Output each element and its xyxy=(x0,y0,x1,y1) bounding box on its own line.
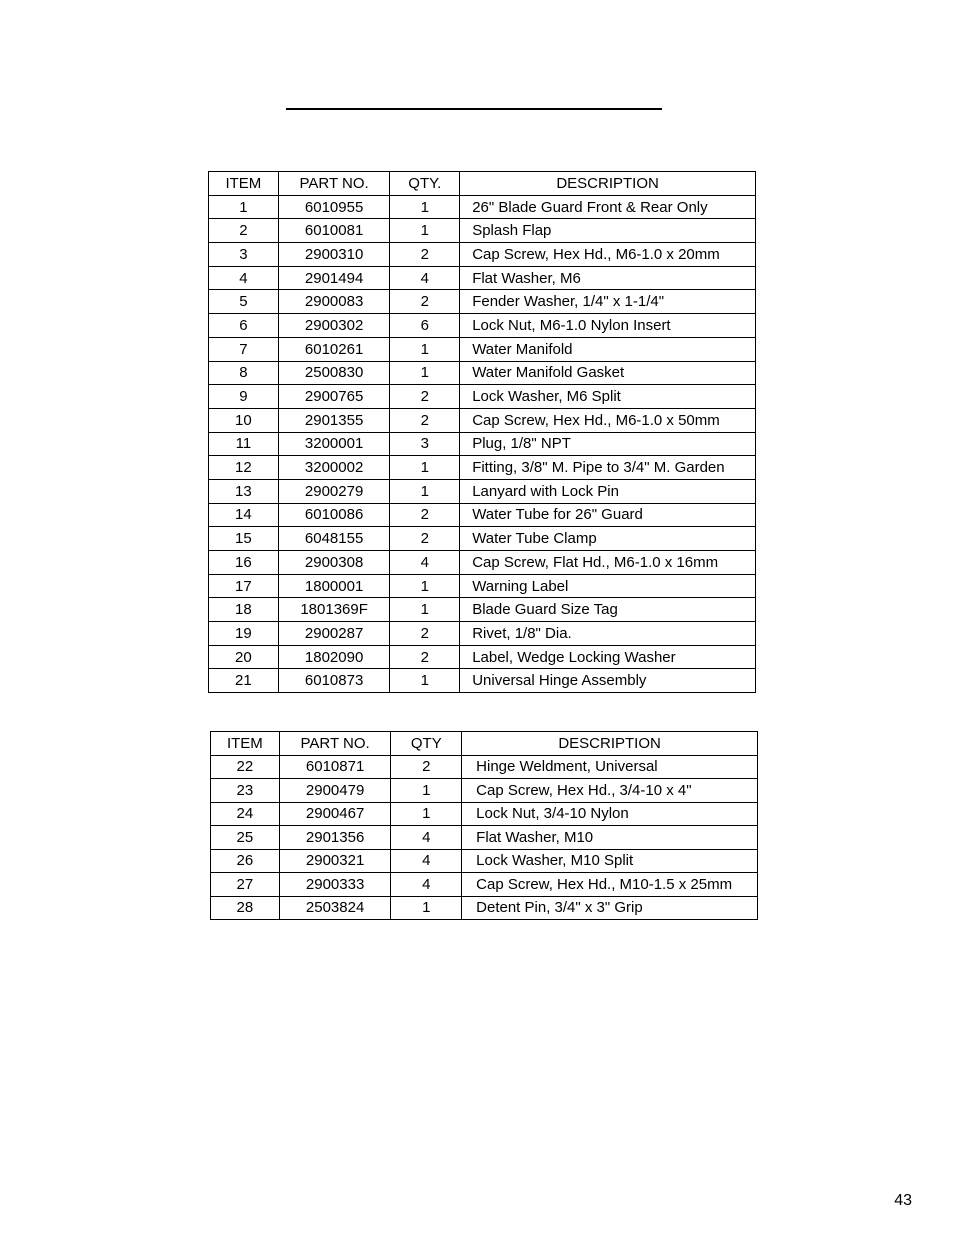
cell-part-no: 2901356 xyxy=(279,826,391,850)
cell-qty: 4 xyxy=(391,873,462,897)
cell-qty: 2 xyxy=(391,755,462,779)
table-row xyxy=(209,337,756,361)
cell-part-no: 2500830 xyxy=(278,361,390,385)
cell-item: 7 xyxy=(209,337,279,361)
header-description: DESCRIPTION xyxy=(460,172,756,196)
cell-item: 17 xyxy=(209,574,279,598)
cell-qty: 1 xyxy=(390,598,460,622)
table-row xyxy=(209,574,756,598)
table-row xyxy=(209,622,756,646)
cell-description: Cap Screw, Hex Hd., 3/4-10 x 4" xyxy=(462,779,758,803)
table-row xyxy=(209,456,756,480)
table-body xyxy=(209,195,756,692)
cell-description: Universal Hinge Assembly xyxy=(460,669,756,693)
cell-description: Plug, 1/8" NPT xyxy=(460,432,756,456)
cell-part-no: 2900467 xyxy=(279,802,391,826)
title-underline xyxy=(286,108,662,110)
cell-item: 27 xyxy=(211,873,280,897)
cell-qty: 1 xyxy=(391,802,462,826)
table-body xyxy=(211,755,758,920)
cell-qty: 2 xyxy=(390,503,460,527)
table-row xyxy=(209,645,756,669)
cell-qty: 2 xyxy=(390,408,460,432)
cell-item: 18 xyxy=(209,598,279,622)
cell-part-no: 2503824 xyxy=(279,896,391,920)
cell-description: 26" Blade Guard Front & Rear Only xyxy=(460,195,756,219)
header-part-no: PART NO. xyxy=(278,172,390,196)
cell-part-no: 6048155 xyxy=(278,527,390,551)
table-header-row xyxy=(209,172,756,196)
cell-description: Lock Washer, M10 Split xyxy=(462,849,758,873)
cell-item: 16 xyxy=(209,551,279,575)
cell-description: Fitting, 3/8" M. Pipe to 3/4" M. Garden xyxy=(460,456,756,480)
cell-part-no: 3200002 xyxy=(278,456,390,480)
cell-qty: 2 xyxy=(390,385,460,409)
cell-item: 2 xyxy=(209,219,279,243)
cell-part-no: 6010871 xyxy=(279,755,391,779)
cell-part-no: 2901355 xyxy=(278,408,390,432)
cell-description: Water Tube for 26" Guard xyxy=(460,503,756,527)
cell-description: Splash Flap xyxy=(460,219,756,243)
cell-qty: 2 xyxy=(390,645,460,669)
cell-item: 20 xyxy=(209,645,279,669)
cell-description: Lock Nut, M6-1.0 Nylon Insert xyxy=(460,314,756,338)
table-row xyxy=(209,503,756,527)
table-row xyxy=(209,385,756,409)
cell-qty: 4 xyxy=(390,551,460,575)
cell-part-no: 3200001 xyxy=(278,432,390,456)
cell-qty: 1 xyxy=(390,361,460,385)
table-row xyxy=(211,896,758,920)
cell-part-no: 6010261 xyxy=(278,337,390,361)
cell-part-no: 2900083 xyxy=(278,290,390,314)
cell-qty: 1 xyxy=(390,337,460,361)
cell-part-no: 1802090 xyxy=(278,645,390,669)
table-row xyxy=(209,527,756,551)
header-qty: QTY. xyxy=(390,172,460,196)
cell-description: Rivet, 1/8" Dia. xyxy=(460,622,756,646)
cell-part-no: 6010873 xyxy=(278,669,390,693)
cell-item: 21 xyxy=(209,669,279,693)
cell-description: Lock Washer, M6 Split xyxy=(460,385,756,409)
cell-description: Flat Washer, M10 xyxy=(462,826,758,850)
cell-description: Fender Washer, 1/4" x 1-1/4" xyxy=(460,290,756,314)
table-row xyxy=(209,598,756,622)
cell-part-no: 2900279 xyxy=(278,479,390,503)
table-row xyxy=(209,551,756,575)
cell-item: 11 xyxy=(209,432,279,456)
cell-part-no: 2900765 xyxy=(278,385,390,409)
cell-description: Water Manifold xyxy=(460,337,756,361)
cell-item: 25 xyxy=(211,826,280,850)
cell-part-no: 2901494 xyxy=(278,266,390,290)
cell-qty: 2 xyxy=(390,243,460,267)
cell-item: 26 xyxy=(211,849,280,873)
cell-description: Cap Screw, Hex Hd., M6-1.0 x 20mm xyxy=(460,243,756,267)
header-description: DESCRIPTION xyxy=(462,732,758,756)
table-row xyxy=(209,195,756,219)
cell-part-no: 2900321 xyxy=(279,849,391,873)
cell-qty: 3 xyxy=(390,432,460,456)
cell-item: 24 xyxy=(211,802,280,826)
cell-qty: 4 xyxy=(390,266,460,290)
table-row xyxy=(209,408,756,432)
cell-qty: 1 xyxy=(390,219,460,243)
parts-table-hinge xyxy=(210,731,758,920)
cell-description: Water Tube Clamp xyxy=(460,527,756,551)
cell-qty: 1 xyxy=(390,195,460,219)
cell-description: Water Manifold Gasket xyxy=(460,361,756,385)
cell-qty: 1 xyxy=(390,479,460,503)
cell-description: Lanyard with Lock Pin xyxy=(460,479,756,503)
cell-part-no: 6010086 xyxy=(278,503,390,527)
table-row xyxy=(209,243,756,267)
cell-item: 3 xyxy=(209,243,279,267)
cell-qty: 2 xyxy=(390,290,460,314)
cell-qty: 1 xyxy=(390,456,460,480)
cell-item: 23 xyxy=(211,779,280,803)
page-number: 43 xyxy=(894,1192,912,1209)
cell-description: Warning Label xyxy=(460,574,756,598)
table-row xyxy=(209,479,756,503)
cell-item: 1 xyxy=(209,195,279,219)
cell-item: 15 xyxy=(209,527,279,551)
cell-item: 19 xyxy=(209,622,279,646)
cell-description: Lock Nut, 3/4-10 Nylon xyxy=(462,802,758,826)
cell-part-no: 2900333 xyxy=(279,873,391,897)
cell-description: Detent Pin, 3/4" x 3" Grip xyxy=(462,896,758,920)
cell-item: 22 xyxy=(211,755,280,779)
header-item: ITEM xyxy=(211,732,280,756)
cell-qty: 4 xyxy=(391,849,462,873)
cell-item: 8 xyxy=(209,361,279,385)
header-part-no: PART NO. xyxy=(279,732,391,756)
table-row xyxy=(209,290,756,314)
cell-part-no: 2900287 xyxy=(278,622,390,646)
table-row xyxy=(209,669,756,693)
header-qty: QTY xyxy=(391,732,462,756)
cell-part-no: 2900302 xyxy=(278,314,390,338)
cell-part-no: 1801369F xyxy=(278,598,390,622)
cell-qty: 6 xyxy=(390,314,460,338)
table-row xyxy=(211,755,758,779)
cell-description: Blade Guard Size Tag xyxy=(460,598,756,622)
cell-description: Cap Screw, Flat Hd., M6-1.0 x 16mm xyxy=(460,551,756,575)
cell-qty: 1 xyxy=(390,574,460,598)
table-row xyxy=(211,826,758,850)
cell-item: 13 xyxy=(209,479,279,503)
cell-item: 6 xyxy=(209,314,279,338)
cell-item: 12 xyxy=(209,456,279,480)
table-row xyxy=(209,361,756,385)
cell-item: 14 xyxy=(209,503,279,527)
table-row xyxy=(209,266,756,290)
cell-qty: 1 xyxy=(390,669,460,693)
cell-qty: 4 xyxy=(391,826,462,850)
cell-description: Hinge Weldment, Universal xyxy=(462,755,758,779)
cell-item: 4 xyxy=(209,266,279,290)
cell-qty: 1 xyxy=(391,896,462,920)
cell-part-no: 2900479 xyxy=(279,779,391,803)
cell-part-no: 2900310 xyxy=(278,243,390,267)
cell-description: Label, Wedge Locking Washer xyxy=(460,645,756,669)
table-row xyxy=(211,779,758,803)
cell-qty: 1 xyxy=(391,779,462,803)
cell-qty: 2 xyxy=(390,622,460,646)
cell-part-no: 1800001 xyxy=(278,574,390,598)
table-row xyxy=(209,314,756,338)
table-row xyxy=(211,873,758,897)
cell-item: 9 xyxy=(209,385,279,409)
cell-part-no: 6010955 xyxy=(278,195,390,219)
cell-qty: 2 xyxy=(390,527,460,551)
cell-item: 10 xyxy=(209,408,279,432)
cell-part-no: 6010081 xyxy=(278,219,390,243)
table-row xyxy=(211,802,758,826)
table-header-row xyxy=(211,732,758,756)
cell-part-no: 2900308 xyxy=(278,551,390,575)
table-row xyxy=(209,219,756,243)
cell-item: 5 xyxy=(209,290,279,314)
cell-description: Flat Washer, M6 xyxy=(460,266,756,290)
header-item: ITEM xyxy=(209,172,279,196)
cell-item: 28 xyxy=(211,896,280,920)
cell-description: Cap Screw, Hex Hd., M10-1.5 x 25mm xyxy=(462,873,758,897)
table-row xyxy=(211,849,758,873)
table-row xyxy=(209,432,756,456)
parts-table-blade-guard xyxy=(208,171,756,693)
cell-description: Cap Screw, Hex Hd., M6-1.0 x 50mm xyxy=(460,408,756,432)
